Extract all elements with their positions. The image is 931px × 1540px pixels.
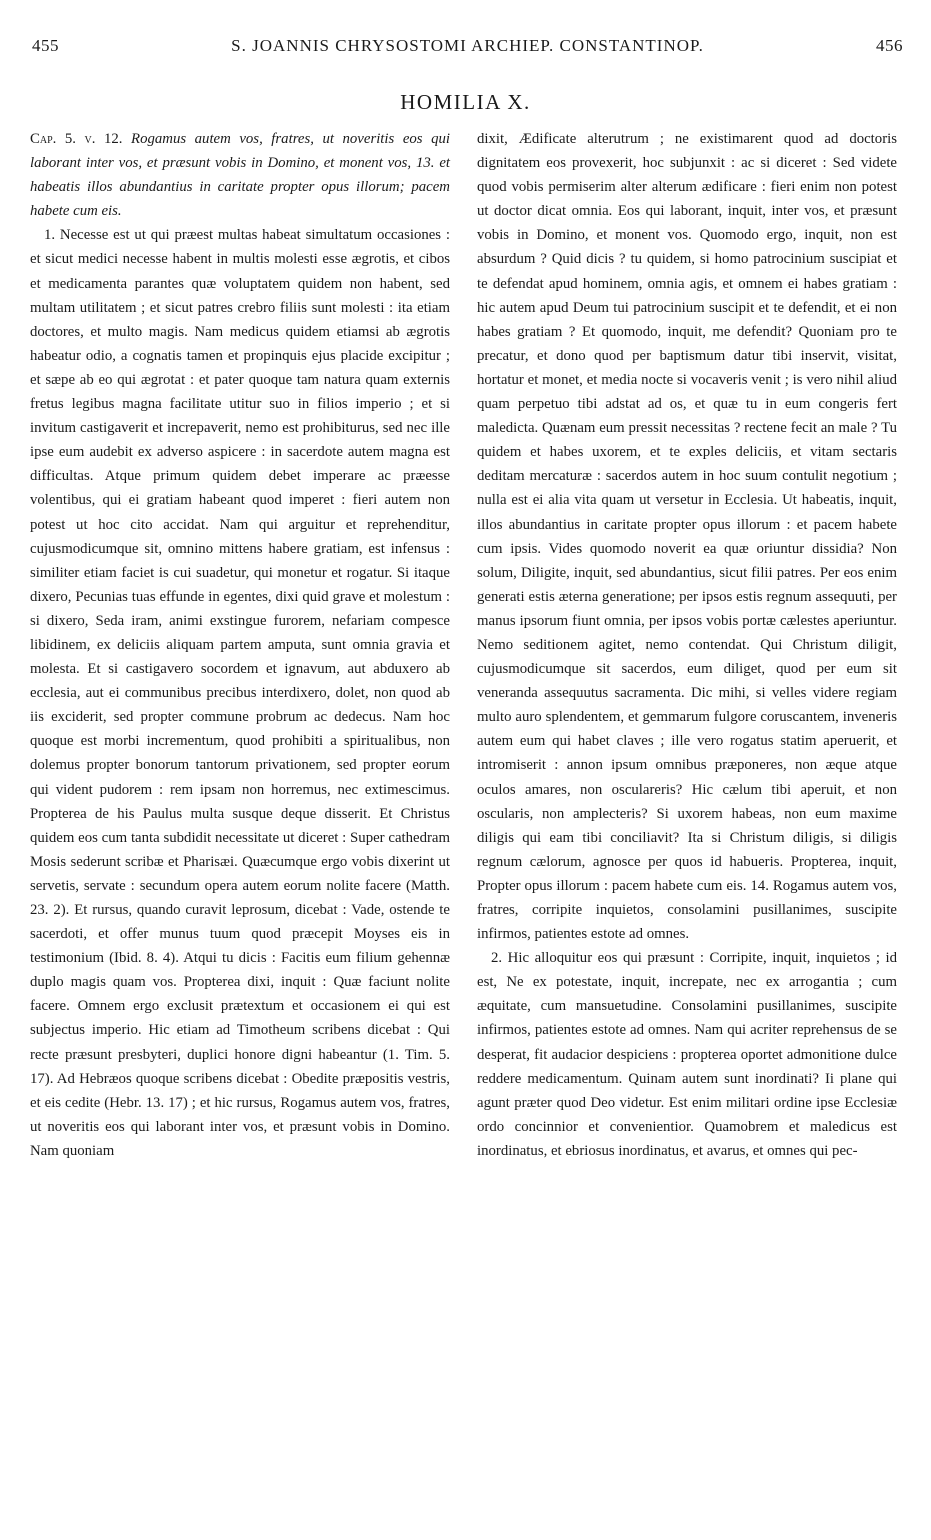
paragraph-1: 1. Necesse est ut qui præest multas habeat simultatum occasiones : et sicut medici necesse habent in multis molesti esse ægrotis, et cibos et medicamenta parantes quæ voluptatem quidem non habent, sed multam utilitatem ; et sicut patres crebro filiis sunt molesti : ita etiam doctores, et multo magis. Nam medicus quidem etiamsi ab ægrotis habeatur odio, a cognatis tamen et propinquis ejus placide excipitur ; et sæpe ab eo qui ægrotat : et pater quoque tam natura quam externis fretus legibus magna facilitate utitur suo in filios imperio ; et si invitum castigaverit et increpaverit, nemo est prohibiturus, sed nec ille ipse eum audebit ex adverso aspicere : in sacerdote autem magna est difficultas. Atque primum quidem debet imperare ac præesse volentibus, qui ei gratiam habeant quod imperet : fieri autem non potest ut hoc cito accidat. Nam qui arguitur et reprehenditur, cujusmodicumque sit, omnino mittens habere gratiam, est infensus : similiter etiam faciet is cui suadetur, qui monetur et rogatur. Si itaque dixero, Pecunias tuas effunde in egentes, dixi quid grave et molestum : si dixero, Seda iram, animi exstingue furorem, nefariam compesce libidinem, ex deliciis aliquam partem amputa, sunt omnia gravia et molesta. Et si castigavero socordem et ignavum, aut abduxero ab ecclesia, aut ei communibus precibus interdixero, dolet, non quod ab iis exciderit, sed propter commune probrum ac dedecus. Nam hoc quoque est morbi incrementum, quod prohibiti a spiritualibus, non dolemus propter bonorum tantorum privationem, sed propter eorum qui vident pudorem : rem ipsam non horremus, nec extimescimus. Propterea de his Paulus multa susque deque disserit. Et Christus quidem eos cum tanta subdidit necessitate ut diceret : Super cathedram Mosis sederunt scribæ et Pharisæi. Quæcumque ergo vobis dixerint ut servetis, servate : secundum opera autem eorum nolite facere (Matth. 23. 2). Et rursus, quando curavit leprosum, dicebat : Vade, ostende te sacerdoti, et offer munus tuum quod præcepit Moyses eis in testimonium (Ibid. 8. 4). Atqui tu dicis : Facitis eum filium gehennæ duplo magis quam vos. Propterea dixi, inquit : Quæ faciunt nolite facere. Omnem ergo exclusit prætextum et occasionem ei qui est subjectus imperio. Hic etiam ad Timotheum scribens dicebat : Qui recte præsunt presbyteri, duplici honore digni habeantur (1. Tim. 5. 17). Ad Hebræos quoque scribens dicebat : Obedite præpositis vestris, et eis cedite (Hebr. 13. 17) ; et hic rursus, Rogamus autem vos, fratres, ut noveritis eos qui laborant inter vos, et præsunt vobis in Domino. Nam quoniam <box>30 227 450 1159</box>
running-title: S. JOANNIS CHRYSOSTOMI ARCHIEP. CONSTANTINOP. <box>231 36 704 55</box>
right-column <box>477 127 897 1163</box>
lemma-text: Rogamus autem vos, fratres, ut noveritis eos qui laborant inter vos, et præsunt vobis in Domino, et monent vos, 13. et habeatis illos abundantius in caritate propter opus illorum; pacem habete cum eis. <box>30 131 451 220</box>
lemma-reference: Cap. 5. v. 12. <box>30 131 123 147</box>
running-header <box>32 36 903 58</box>
paragraph-2: 2. Hic alloquitur eos qui præsunt : Corripite, inquit, inquietos ; id est, Ne ex potestate, inquit, increpate, nec ex arrogantia ; cum æquitate, cum mansuetudine. Consolamini pusillanimes, suscipite infirmos, patientes estote ad omnes. Nam qui acriter reprehensus de se desperat, fit audacior despiciens : propterea oportet admonitione dulce reddere medicamentum. Quinam autem sunt inordinati? Ii plane qui agunt præter quod Deo videtur. Est enim militari ordine ipse Ecclesiæ ordo concinnior et convenientior. Quamobrem et maledicus est inordinatus, et ebriosus inordinatus, et avarus, et omnes qui pec- <box>477 950 897 1159</box>
homily-title: HOMILIA X. <box>400 90 531 114</box>
paragraph-1-continued: dixit, Ædificate alterutrum ; ne existimarent quod ad doctoris dignitatem eos provexerit, hoc subjunxit : ac si diceret : Sed videte quod vobis permiserim alter alterum ædificare : fieri enim non potest ut doctor dicat omnia. Eos qui laborant, inquit, inter vos, et præsunt vobis in Domino, et monent vos. Quomodo ergo, inquit, non est absurdum ? Quid dicis ? tu quidem, si homo patrocinium suscipiat et te defendat apud hominem, omnia agis, et omnem ei habes gratiam : hic autem apud Deum tui patrocinium suscipit et te defendit, et ei non habes gratiam ? Et quomodo, inquit, me defendit? Quoniam pro te precatur, et dono quod per baptismum datur tibi inservit, visitat, hortatur et monet, et media nocte si vocaveris venit ; is vero nihil aliud quam perpetuo tibi adstat ad os, et quæ tu in eum congeris fert maledicta. Quænam eum pressit necessitas ? rectene fecit an male ? Tu quidem et habes uxorem, et te exples deliciis, et vitam sectaris deditam mercaturæ : sacerdos autem in hoc suum contulit negotium ; nulla est ei alia vita quam ut versetur in Ecclesia. Ut habeatis, inquit, illos abundantius in caritate propter opus illorum : et pacem habete cum ipsis. Vides quomodo noverit ea quæ oriuntur dissidia? Non solum, Diligite, inquit, sed abundantius, sicut filii patres. Per eos enim generati estis æterna generatione; per ipsos estis regnum assequuti, per manus ipsorum fiunt omnia, per ipsos vobis portæ cælestes aperiuntur. Nemo seditionem agitet, nemo contendat. Qui Christum diligit, cujusmodicumque sit sacerdos, eum diliget, quod per eum sit veneranda assequutus sacramenta. Dic mihi, si velles videre regiam multo auro splendentem, et gemmarum fulgore coruscantem, inveneris autem eum qui habet claves ; ille vero rogatus statim aperuerit, et intromiserit : annon ipsum omnibus præponeres, non æque atque oculos amares, non osculareris? Hic cælum tibi aperuit, et non oscularis, non amplecteris? Si uxorem habeas, non eum maxime diligis qui eam tibi conciliavit? Ita si Christum diligis, si diligis regnum cælorum, agnosce per quos id habueris. Propterea, inquit, Propter opus illorum : pacem habete cum eis. 14. Rogamus autem vos, fratres, corripite inquietos, consolamini pusillanimes, suscipite infirmos, patientes estote ad omnes. <box>477 131 897 943</box>
scripture-lemma <box>30 127 450 223</box>
left-column <box>30 127 450 1163</box>
page-number-right: 456 <box>876 36 903 55</box>
page-number-left: 455 <box>32 36 59 55</box>
